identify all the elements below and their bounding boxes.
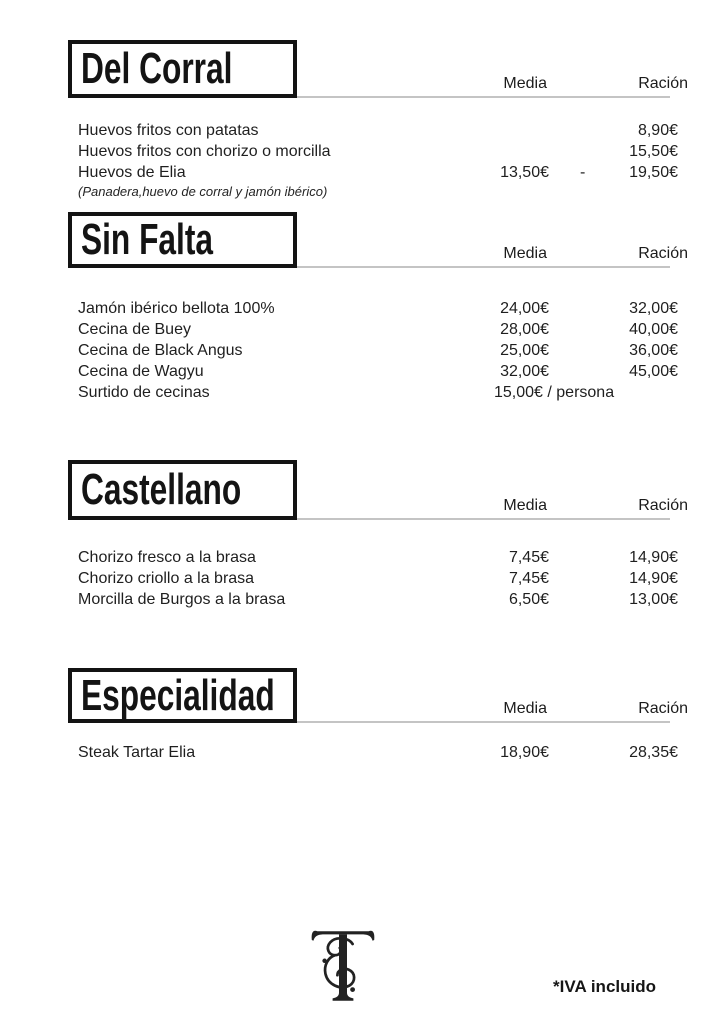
item-name: Huevos de Elia bbox=[78, 164, 186, 181]
section-rule bbox=[296, 266, 670, 268]
price-media: 6,50€ bbox=[508, 591, 549, 608]
item-name: Chorizo fresco a la brasa bbox=[78, 549, 256, 566]
menu-item-row bbox=[0, 120, 724, 141]
section-title: Sin Falta bbox=[81, 215, 214, 264]
restaurant-logo bbox=[306, 924, 380, 1004]
menu-item-row bbox=[0, 141, 724, 162]
price-media-per-person: 15,00€ / persona bbox=[494, 384, 615, 401]
section-items bbox=[0, 298, 724, 403]
menu-item-row bbox=[0, 589, 724, 610]
price-racion: 28,35€ bbox=[629, 744, 678, 761]
item-name: Steak Tartar Elia bbox=[78, 744, 196, 761]
column-header-racion: Ración bbox=[638, 75, 688, 92]
section-title-box bbox=[68, 460, 297, 520]
section-title-box bbox=[68, 40, 297, 98]
section-title-box bbox=[68, 668, 297, 723]
price-racion: 14,90€ bbox=[629, 549, 678, 566]
column-header-racion: Ración bbox=[638, 497, 688, 514]
price-racion: 14,90€ bbox=[629, 570, 678, 587]
section-title: Especialidad bbox=[81, 670, 275, 720]
section-rule bbox=[296, 721, 670, 723]
column-header-media: Media bbox=[503, 245, 547, 262]
section-items bbox=[0, 547, 724, 610]
price-separator: - bbox=[580, 164, 586, 181]
price-racion: 32,00€ bbox=[629, 300, 678, 317]
price-racion: 8,90€ bbox=[637, 122, 678, 139]
item-note: (Panadera,huevo de corral y jamón ibérico) bbox=[78, 184, 328, 199]
price-media: 7,45€ bbox=[508, 570, 549, 587]
section-items bbox=[0, 120, 724, 201]
section-title: Castellano bbox=[81, 465, 242, 514]
menu-item-row bbox=[0, 162, 724, 183]
item-name: Cecina de Black Angus bbox=[78, 342, 243, 359]
price-media: 13,50€ bbox=[500, 164, 549, 181]
column-header-media: Media bbox=[503, 700, 547, 717]
price-media: 25,00€ bbox=[500, 342, 549, 359]
item-name: Huevos fritos con patatas bbox=[78, 122, 259, 139]
price-media: 7,45€ bbox=[508, 549, 549, 566]
column-header-racion: Ración bbox=[638, 245, 688, 262]
menu-item-row bbox=[0, 382, 724, 403]
section-rule bbox=[296, 518, 670, 520]
menu-item-row bbox=[0, 319, 724, 340]
price-media: 18,90€ bbox=[500, 744, 549, 761]
section-rule bbox=[296, 96, 670, 98]
item-name: Surtido de cecinas bbox=[78, 384, 210, 401]
price-racion: 19,50€ bbox=[629, 164, 678, 181]
price-racion: 15,50€ bbox=[629, 143, 678, 160]
column-header-media: Media bbox=[503, 75, 547, 92]
column-header-media: Media bbox=[503, 497, 547, 514]
iva-included-note: *IVA incluido bbox=[553, 977, 656, 996]
section-items bbox=[0, 742, 724, 763]
price-media: 28,00€ bbox=[500, 321, 549, 338]
section-title-box bbox=[68, 212, 297, 268]
menu-item-note-row bbox=[0, 183, 724, 201]
item-name: Cecina de Wagyu bbox=[78, 363, 204, 380]
menu-item-row bbox=[0, 568, 724, 589]
price-racion: 40,00€ bbox=[629, 321, 678, 338]
item-name: Jamón ibérico bellota 100% bbox=[78, 300, 275, 317]
menu-item-row bbox=[0, 298, 724, 319]
menu-item-row bbox=[0, 742, 724, 763]
monogram-TE-icon bbox=[306, 924, 380, 1004]
column-header-racion: Ración bbox=[638, 700, 688, 717]
price-racion: 13,00€ bbox=[629, 591, 678, 608]
item-name: Morcilla de Burgos a la brasa bbox=[78, 591, 286, 608]
menu-item-row bbox=[0, 361, 724, 382]
menu-item-row bbox=[0, 340, 724, 361]
menu-item-row bbox=[0, 547, 724, 568]
item-name: Huevos fritos con chorizo o morcilla bbox=[78, 143, 331, 160]
section-title: Del Corral bbox=[81, 44, 233, 93]
price-media: 24,00€ bbox=[500, 300, 549, 317]
price-racion: 36,00€ bbox=[629, 342, 678, 359]
price-racion: 45,00€ bbox=[629, 363, 678, 380]
price-media: 32,00€ bbox=[500, 363, 549, 380]
item-name: Cecina de Buey bbox=[78, 321, 191, 338]
item-name: Chorizo criollo a la brasa bbox=[78, 570, 255, 587]
